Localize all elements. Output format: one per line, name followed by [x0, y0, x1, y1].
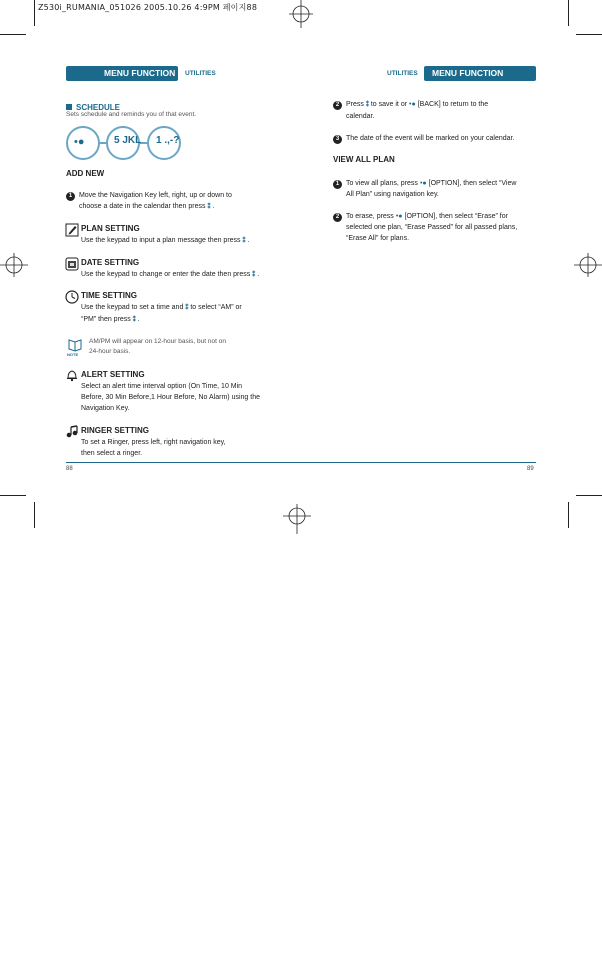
right-bar-title: MENU FUNCTION	[432, 68, 504, 78]
note-label: NOTE	[67, 352, 79, 357]
ok-key-icon: ⁑	[132, 317, 136, 323]
crop-mark	[34, 0, 35, 26]
section-description: Sets schedule and reminds you of that event.	[66, 111, 197, 118]
back-key-icon: •●	[409, 101, 416, 108]
right-page-number: 89	[527, 466, 534, 472]
ringer-setting-title: RINGER SETTING	[81, 426, 150, 435]
ok-key-icon: ⁑	[365, 102, 369, 108]
ringer-setting-text: To set a Ringer, press left, right navigation key, then select a ringer.	[81, 439, 226, 457]
registration-mark-icon	[284, 0, 318, 34]
alert-setting-title: ALERT SETTING	[81, 370, 145, 379]
step-number: 2	[333, 213, 342, 222]
footer-rule	[66, 462, 536, 463]
registration-mark-icon	[280, 500, 314, 534]
ok-key-icon: ⁑	[252, 272, 256, 278]
section-title: SCHEDULE	[76, 103, 121, 112]
note-text: AM/PM will appear on 12-hour basis, but not on 24-hour basis.	[89, 338, 226, 355]
plan-setting-title: PLAN SETTING	[81, 224, 140, 233]
crop-mark	[576, 34, 602, 35]
menu-key-icon: •●	[66, 126, 100, 160]
key-1-icon: 1 .,-?	[147, 126, 181, 160]
print-header: Z530i_RUMANIA_051026 2005.10.26 4:9PM 페이지88	[38, 3, 258, 12]
calendar-icon	[65, 257, 79, 271]
plan-setting-text: Use the keypad to input a plan message then press ⁑ .	[81, 235, 250, 247]
registration-mark-icon	[0, 248, 34, 282]
crop-mark	[0, 495, 26, 496]
crop-mark	[34, 502, 35, 528]
step-2: 2 Press ⁑ to save it or •● [BACK] to return to the calendar.	[333, 99, 538, 122]
crop-mark	[0, 34, 26, 35]
key-5-icon: 5 JKL	[106, 126, 140, 160]
square-bullet-icon	[66, 104, 72, 110]
time-setting-title: TIME SETTING	[81, 291, 137, 300]
left-page-number: 88	[66, 466, 73, 472]
date-setting-text: Use the keypad to change or enter the date then press ⁑ .	[81, 269, 259, 281]
crop-mark	[568, 502, 569, 528]
left-bar-title: MENU FUNCTION	[104, 68, 176, 78]
step-1: 1 Move the Navigation Key left, right, up or down to choose a date in the calendar then press ⁑ .	[66, 190, 286, 213]
crop-mark	[576, 495, 602, 496]
step-number: 1	[66, 192, 75, 201]
date-setting-title: DATE SETTING	[81, 258, 140, 267]
music-note-icon	[65, 424, 79, 438]
step-number: 3	[333, 135, 342, 144]
option-key-icon: •●	[419, 180, 427, 187]
view-step-2: 2 To erase, press •● [OPTION], then select “Erase” for selected one plan, “Erase Passed” for all passed plans, “Erase All” for plans.	[333, 211, 545, 244]
alert-setting-text: Select an alert time interval option (On Time, 10 Min Before, 30 Min Before,1 Hour Before, No Alarm) using the Navigation Key.	[81, 383, 260, 412]
time-setting-text: Use the keypad to set a time and ⁑ to select “AM” or “PM” then press ⁑ .	[81, 302, 281, 326]
registration-mark-icon	[568, 248, 602, 282]
step-number: 2	[333, 101, 342, 110]
step-number: 1	[333, 180, 342, 189]
option-key-icon: •●	[395, 213, 403, 220]
left-bar-subtitle: UTILITIES	[185, 70, 216, 77]
ok-key-icon: ⁑	[242, 238, 246, 244]
ok-key-icon: ⁑	[207, 204, 211, 210]
view-step-1: 1 To view all plans, press •● [OPTION], then select “View All Plan” using navigation key.	[333, 178, 543, 200]
step-3: 3 The date of the event will be marked on your calendar.	[333, 133, 543, 144]
add-new-heading: ADD NEW	[66, 169, 105, 178]
right-bar-subtitle: UTILITIES	[387, 70, 418, 77]
note-book-icon	[67, 337, 83, 353]
bell-icon	[65, 368, 79, 382]
pencil-icon	[65, 223, 79, 237]
ok-key-icon: ⁑	[185, 305, 189, 311]
view-all-plan-heading: VIEW ALL PLAN	[333, 155, 395, 164]
crop-mark	[568, 0, 569, 26]
clock-icon	[65, 290, 79, 304]
